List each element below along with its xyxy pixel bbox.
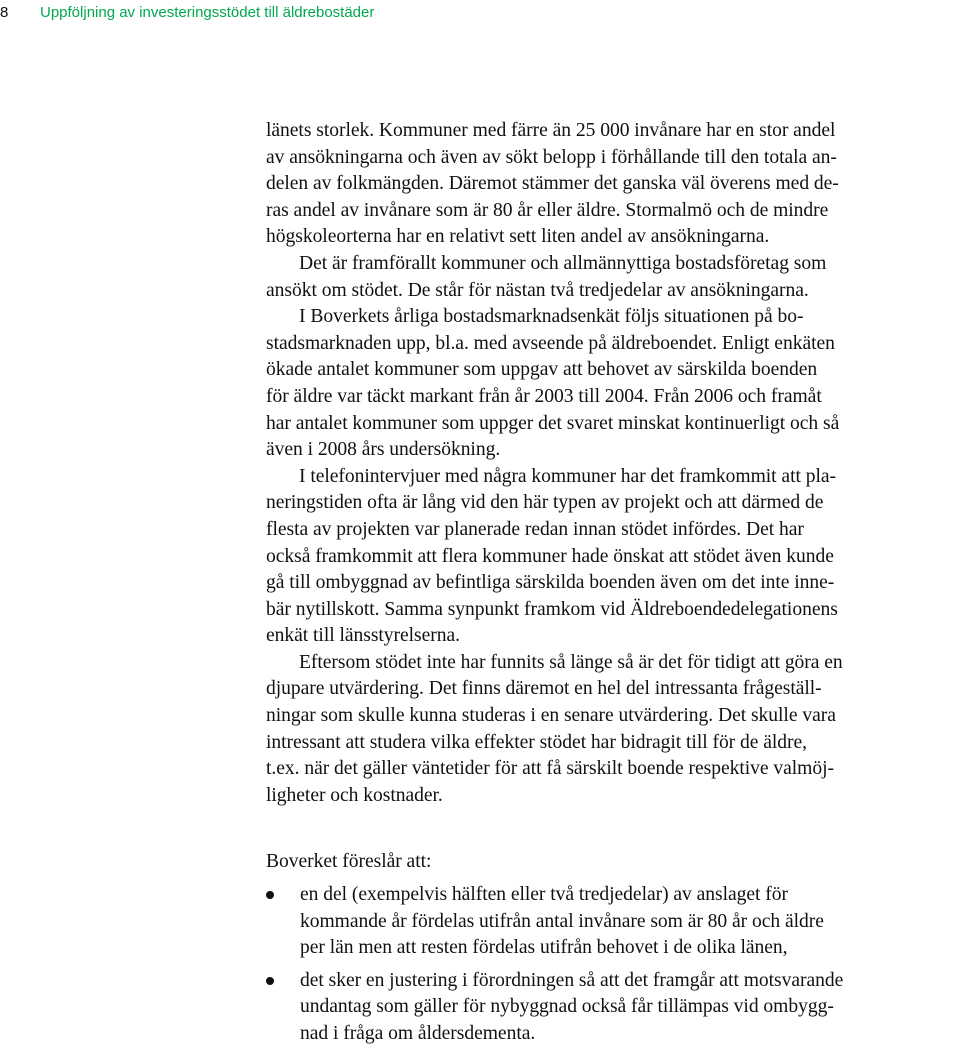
- text-line: ningar som skulle kunna studeras i en senare utvärdering. Det skulle vara: [266, 705, 836, 727]
- text-line: nad i fråga om åldersdementa.: [300, 1023, 536, 1044]
- text-line: ökade antalet kommuner som uppgav att behovet av särskilda boenden: [266, 359, 818, 381]
- text-line: ansökt om stödet. De står för nästan två tredjedelar av ansökningarna.: [266, 279, 809, 301]
- text-line: har antalet kommuner som uppger det svaret minskat kontinuerligt och så: [266, 412, 840, 434]
- paragraph-3: [266, 304, 956, 464]
- paragraph-2: [266, 251, 956, 304]
- text-line: neringstiden ofta är lång vid den här typen av projekt och att därmed de: [266, 492, 824, 514]
- running-title: Uppföljning av investeringsstödet till äldrebostäder: [40, 4, 375, 21]
- bullet-dot-icon: [266, 977, 274, 985]
- body-text: [266, 118, 956, 1054]
- text-line: det sker en justering i förordningen så att det framgår att motsvarande: [300, 969, 844, 991]
- text-line: även i 2008 års undersökning.: [266, 439, 501, 461]
- text-line: Det är framförallt kommuner och allmännyttiga bostadsföretag som: [299, 252, 827, 274]
- text-line: högskoleorterna har en relativt sett liten andel av ansökningarna.: [266, 226, 770, 248]
- text-line: t.ex. när det gäller väntetider för att få särskilt boende respektive valmöj-: [266, 758, 834, 780]
- paragraph-5: [266, 650, 956, 810]
- list-item: [266, 882, 956, 962]
- text-line: delen av folkmängden. Däremot stämmer det ganska väl överens med de-: [266, 173, 839, 195]
- text-line: ligheter och kostnader.: [266, 784, 443, 806]
- paragraph-4: [266, 464, 956, 650]
- text-line: enkät till länsstyrelserna.: [266, 625, 460, 647]
- text-line: djupare utvärdering. Det finns däremot en hel del intressanta frågeställ-: [266, 678, 822, 700]
- paragraph-1: [266, 118, 956, 251]
- text-line: stadsmarknaden upp, bl.a. med avseende på äldreboendet. Enligt enkäten: [266, 332, 835, 354]
- text-line: av ansökningarna och även av sökt belopp i förhållande till den totala an-: [266, 146, 837, 168]
- proposal-intro: Boverket föreslår att:: [266, 851, 432, 873]
- text-line: flesta av projekten var planerade redan innan stödet infördes. Det har: [266, 518, 804, 540]
- text-line: per län men att resten fördelas utifrån behovet i de olika länen,: [300, 937, 788, 959]
- text-line: en del (exempelvis hälften eller två tredjedelar) av anslaget för: [300, 884, 788, 906]
- text-line: länets storlek. Kommuner med färre än 25 000 invånare har en stor andel: [266, 120, 836, 141]
- text-line: undantag som gäller för nybyggnad också får tillämpas vid ombygg-: [300, 996, 834, 1018]
- text-line: Eftersom stödet inte har funnits så länge så är det för tidigt att göra en: [299, 651, 843, 673]
- text-line: I Boverkets årliga bostadsmarknadsenkät följs situationen på bo-: [299, 306, 804, 328]
- text-line: ras andel av invånare som är 80 år eller äldre. Stormalmö och de mindre: [266, 199, 829, 221]
- proposal-list: [266, 882, 956, 1048]
- text-line: också framkommit att flera kommuner hade önskat att stödet även kunde: [266, 545, 834, 567]
- page-number: 8: [0, 4, 9, 21]
- text-line: kommande år fördelas utifrån antal invånare som är 80 år och äldre: [300, 910, 824, 932]
- list-item: [266, 968, 956, 1048]
- text-line: I telefonintervjuer med några kommuner har det framkommit att pla-: [299, 465, 836, 487]
- text-line: för äldre var täckt markant från år 2003 till 2004. Från 2006 och framåt: [266, 385, 822, 407]
- text-line: gå till ombyggnad av befintliga särskilda boenden även om det inte inne-: [266, 572, 835, 594]
- text-line: bär nytillskott. Samma synpunkt framkom vid Äldreboendedelegationens: [266, 598, 838, 620]
- text-line: intressant att studera vilka effekter stödet har bidragit till för de äldre,: [266, 731, 808, 753]
- bullet-dot-icon: [266, 891, 274, 899]
